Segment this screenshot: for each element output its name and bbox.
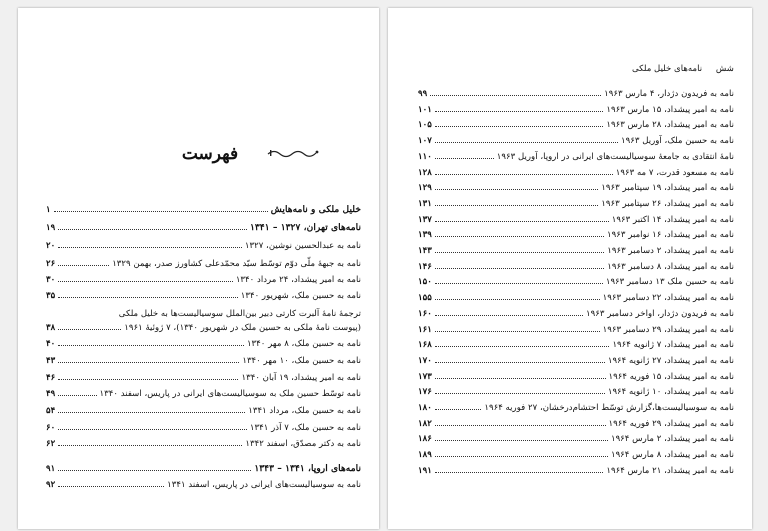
toc-page-number: ۱۸۹ <box>418 450 432 461</box>
toc-row <box>46 463 361 475</box>
toc-page-number: ۴۰ <box>46 339 56 349</box>
toc-page-number: ۱ <box>46 205 51 215</box>
leader-dots <box>58 228 247 230</box>
toc-row <box>418 418 734 430</box>
toc-entry-text: نامه به امیر پیشداد، ۲۴ مرداد ۱۳۴۰ <box>235 275 361 285</box>
leader-dots <box>58 264 109 266</box>
leader-dots <box>435 377 606 379</box>
header-book-title: نامه‌های خلیل ملکی <box>631 64 703 74</box>
toc-page-number: ۹۱ <box>46 464 56 474</box>
leader-dots <box>435 173 613 175</box>
leader-dots <box>435 439 608 441</box>
toc-row <box>46 240 361 252</box>
leader-dots <box>58 280 233 282</box>
toc-row <box>418 261 734 273</box>
toc-entry-text: نامه به سوسیالیست‌ها،گزارش توسّط احتشام‌درخشان، ۲۷ فوریه ۱۹۶۴ <box>484 403 734 413</box>
page-title: فهرست <box>181 144 239 164</box>
toc-entry-text: نامه به امیر پیشداد، ۲۷ ژانویه ۱۹۶۴ <box>607 355 734 366</box>
toc-page-number: ۹۹ <box>418 89 428 99</box>
leader-dots <box>435 298 600 300</box>
leader-dots <box>435 267 604 269</box>
toc-page-number: ۱۱۰ <box>418 151 432 162</box>
toc-entry-text: نامه توسّط حسین ملک به سوسیالیست‌های ایرانی در پاریس، اسفند ۱۳۴۰ <box>99 389 361 399</box>
toc-page-number: ۳۵ <box>46 291 56 301</box>
leader-dots <box>435 110 603 112</box>
toc-row <box>418 449 734 461</box>
toc-entry-text: نامه به سوسیالیست‌های ایرانی در پاریس، اسفند ۱۳۴۱ <box>167 480 361 490</box>
leader-dots <box>435 125 603 127</box>
toc-page-number: ۱۲۸ <box>418 167 432 178</box>
leader-dots <box>435 251 604 253</box>
left-page <box>18 8 379 529</box>
toc-page-number: ۴۶ <box>46 373 56 383</box>
toc-entry-text: نامه به حسین ملک، ۸ مهر ۱۳۴۰ <box>246 339 361 349</box>
toc-row <box>46 388 361 400</box>
toc-entry-text: نامه به عبدالحسین نوشین، ۱۳۲۷ <box>244 241 361 251</box>
toc-row <box>46 479 361 491</box>
toc-row <box>418 433 734 445</box>
toc-page-number: ۱۶۱ <box>418 324 432 335</box>
toc-row <box>46 308 361 320</box>
header-page-number: شش <box>715 64 734 74</box>
toc-page-number: ۵۴ <box>46 406 56 416</box>
leader-dots <box>435 408 481 410</box>
toc-entry-text: نامه به حسین ملک، مرداد ۱۳۴۱ <box>248 406 361 416</box>
toc-row <box>418 198 734 210</box>
toc-row <box>418 465 734 477</box>
toc-entry-text: نامه به امیر پیشداد، ۱۹ آبان ۱۳۴۰ <box>241 373 361 383</box>
toc-page-number: ۱۶۸ <box>418 340 432 351</box>
toc-entry-text: نامه به امیر پیشداد، ۲ دسامبر ۱۹۶۳ <box>607 246 734 256</box>
toc-page-number: ۴۳ <box>46 356 56 366</box>
toc-row <box>418 308 734 320</box>
toc-entry-text: نامه به امیر پیشداد، ۸ مارس ۱۹۶۴ <box>610 450 734 461</box>
leader-dots <box>435 424 606 426</box>
toc-row <box>418 371 734 383</box>
toc-row <box>46 372 361 384</box>
toc-row-section1 <box>46 204 361 216</box>
toc-page-number: ۲۶ <box>46 259 56 269</box>
toc-page-number: ۱۶۰ <box>418 308 432 319</box>
leader-dots <box>58 428 247 430</box>
toc-page-number: ۲۰ <box>46 241 56 251</box>
leader-dots <box>435 157 494 159</box>
toc-row <box>46 222 361 234</box>
toc-entry-text: نامه به حسین ملک، شهریور ۱۳۴۰ <box>240 291 361 301</box>
toc-page-number: ۹۲ <box>46 480 56 490</box>
toc-entry-text: نامه به امیر پیشداد، ۲۲ دسامبر ۱۹۶۳ <box>602 293 734 304</box>
toc-entry-text: نامه به امیر پیشداد، ۱۹ سپتامبر ۱۹۶۳ <box>601 183 734 194</box>
toc-row <box>46 338 361 350</box>
toc-page-number: ۱۴۶ <box>418 261 432 272</box>
leader-dots <box>435 188 598 190</box>
leader-dots <box>435 392 605 394</box>
toc-entry-text: ترجمهٔ نامهٔ آلبرت کارتی دبیر بین‌الملل سوسیالیست‌ها به خلیل ملکی <box>118 309 361 319</box>
toc-row <box>418 245 734 257</box>
leader-dots <box>58 378 238 380</box>
toc-entry-text: خلیل ملکی و نامه‌هایش <box>270 204 361 215</box>
leader-dots <box>435 141 618 143</box>
toc-row <box>418 214 734 226</box>
toc-page-number: ۱۹۱ <box>418 465 432 476</box>
toc-row <box>46 355 361 367</box>
toc-entry-text: نامه به مسعود قدرت، ۷ مه ۱۹۶۳ <box>615 167 734 178</box>
toc-row <box>46 405 361 417</box>
running-header <box>632 64 734 74</box>
toc-entry-text: نامه به امیر پیشداد، ۲۱ مارس ۱۹۶۴ <box>606 465 734 476</box>
leader-dots <box>58 444 242 446</box>
leader-dots <box>435 282 603 284</box>
toc-page-number: ۱۹ <box>46 223 56 233</box>
toc-entry-text: نامه به حسین ملک، ۱۰ مهر ۱۳۴۰ <box>242 356 361 366</box>
toc-row <box>418 151 734 163</box>
toc-page-number: ۱۵۵ <box>418 293 432 304</box>
toc-entry-text: نامه به امیر پیشداد، ۲۸ مارس ۱۹۶۳ <box>606 120 734 131</box>
toc-page-number: ۱۸۰ <box>418 403 432 413</box>
toc-entry-text: نامه به امیر پیشداد، ۱۰ ژانویه ۱۹۶۴ <box>607 387 734 398</box>
leader-dots <box>435 361 605 363</box>
toc-page-number: ۱۷۰ <box>418 355 432 366</box>
toc-page-number: ۱۸۲ <box>418 418 432 429</box>
toc-page-number: ۶۲ <box>46 439 56 449</box>
toc-entry-text: نامه به امیر پیشداد، ۲ مارس ۱۹۶۴ <box>610 434 734 445</box>
leader-dots <box>58 296 238 298</box>
leader-dots <box>435 455 608 457</box>
toc-row <box>46 258 361 270</box>
toc-page-number: ۱۳۷ <box>418 214 432 225</box>
toc-page-number: ۱۲۹ <box>418 183 432 194</box>
toc-page-number: ۱۰۱ <box>418 104 432 115</box>
decorative-ornament <box>266 148 320 158</box>
toc-entry-text: نامه به امیر پیشداد، ۱۴ اکتبر ۱۹۶۳ <box>611 214 734 225</box>
toc-row <box>46 438 361 450</box>
leader-dots <box>435 345 610 347</box>
toc-page-number: ۱۰۷ <box>418 136 432 147</box>
toc-entry-text: نامه‌های اروپا، ۱۳۴۱ – ۱۳۴۳ <box>254 463 361 474</box>
toc-row <box>418 229 734 241</box>
toc-entry-text: نامه به فریدون دژدار، اواخر دسامبر ۱۹۶۳ <box>586 308 734 319</box>
toc-row <box>418 135 734 147</box>
toc-row <box>46 290 361 302</box>
toc-page-number: ۱۵۰ <box>418 277 432 288</box>
toc-row <box>418 355 734 367</box>
toc-entry-text: نامه به امیر پیشداد، ۸ دسامبر ۱۹۶۳ <box>607 261 734 272</box>
toc-page-number: ۱۳۱ <box>418 198 432 209</box>
toc-entry-text: نامه به حسین ملک، آوریل ۱۹۶۳ <box>621 136 734 147</box>
toc-page-number: ۱۷۳ <box>418 371 432 382</box>
leader-dots <box>435 204 598 206</box>
leader-dots <box>58 485 164 487</box>
toc-row <box>418 167 734 179</box>
toc-page-number: ۶۰ <box>46 423 56 433</box>
toc-row <box>418 386 734 398</box>
toc-entry-text: نامه به دکتر مصدّق، اسفند ۱۳۴۲ <box>245 439 361 449</box>
toc-page-number: ۱۴۳ <box>418 246 432 256</box>
toc-page-number: ۱۰۵ <box>418 120 432 131</box>
leader-dots <box>435 220 609 222</box>
leader-dots <box>435 235 604 237</box>
leader-dots <box>54 210 268 212</box>
toc-entry-text: نامه به جبههٔ ملّی دوّم توسّط سیّد محمّدعلی کشاورز صدر، بهمن ۱۳۲۹ <box>112 259 361 269</box>
toc-row <box>418 182 734 194</box>
leader-dots <box>435 471 603 473</box>
toc-row <box>418 104 734 116</box>
toc-entry-text: نامه به فریدون دژدار، ۴ مارس ۱۹۶۳ <box>604 89 734 99</box>
toc-entry-text: نامه به امیر پیشداد، ۲۹ دسامبر ۱۹۶۳ <box>602 324 734 335</box>
toc-row <box>418 292 734 304</box>
toc-entry-text: نامه به امیر پیشداد، ۷ ژانویه ۱۹۶۴ <box>612 340 734 351</box>
toc-entry-text: نامه به حسین ملک، ۷ آذر ۱۳۴۱ <box>249 423 361 433</box>
toc-row <box>418 339 734 351</box>
leader-dots <box>435 330 600 332</box>
toc-row <box>46 274 361 286</box>
toc-page-number: ۱۷۶ <box>418 387 432 398</box>
toc-page-number: ۳۸ <box>46 323 56 333</box>
toc-row <box>46 422 361 434</box>
leader-dots <box>58 328 121 330</box>
toc-entry-text: نامه به امیر پیشداد، ۱۵ مارس ۱۹۶۳ <box>606 104 734 115</box>
leader-dots <box>58 246 242 248</box>
toc-entry-text: نامه به حسین ملک ۱۳ دسامبر ۱۹۶۳ <box>605 277 734 288</box>
leader-dots <box>58 469 251 471</box>
toc-entry-text: (پیوست نامهٔ ملکی به حسین ملک در شهریور ۱۳۴۰)، ۷ ژوئیهٔ ۱۹۶۱ <box>124 323 361 333</box>
toc-entry-text: نامه به امیر پیشداد، ۲۶ سپتامبر ۱۹۶۳ <box>601 198 734 209</box>
toc-row <box>46 322 361 334</box>
toc-entry-text: نامه به امیر پیشداد، ۲۹ فوریه ۱۹۶۴ <box>608 418 734 429</box>
toc-entry-text: نامه‌های تهران، ۱۳۲۷ – ۱۳۴۱ <box>249 222 361 233</box>
toc-entry-text: نامه به امیر پیشداد، ۱۵ فوریه ۱۹۶۴ <box>608 371 734 382</box>
toc-page-number: ۱۳۹ <box>418 230 432 241</box>
leader-dots <box>58 411 245 413</box>
toc-row <box>418 324 734 336</box>
right-page <box>388 8 752 529</box>
toc-row <box>418 402 734 414</box>
toc-entry-text: نامه به امیر پیشداد، ۱۶ نوامبر ۱۹۶۳ <box>607 230 734 241</box>
toc-row <box>418 88 734 100</box>
toc-row <box>418 119 734 131</box>
leader-dots <box>430 94 601 96</box>
leader-dots <box>58 361 239 363</box>
toc-page-number: ۴۹ <box>46 389 56 399</box>
toc-row <box>418 276 734 288</box>
leader-dots <box>58 344 244 346</box>
toc-entry-text: نامهٔ انتقادی به جامعهٔ سوسیالیست‌های ایرانی در اروپا، آوریل ۱۹۶۳ <box>496 151 734 162</box>
toc-page-number: ۱۸۶ <box>418 434 432 445</box>
leader-dots <box>435 314 583 316</box>
toc-page-number: ۳۰ <box>46 275 56 285</box>
leader-dots <box>58 394 96 396</box>
